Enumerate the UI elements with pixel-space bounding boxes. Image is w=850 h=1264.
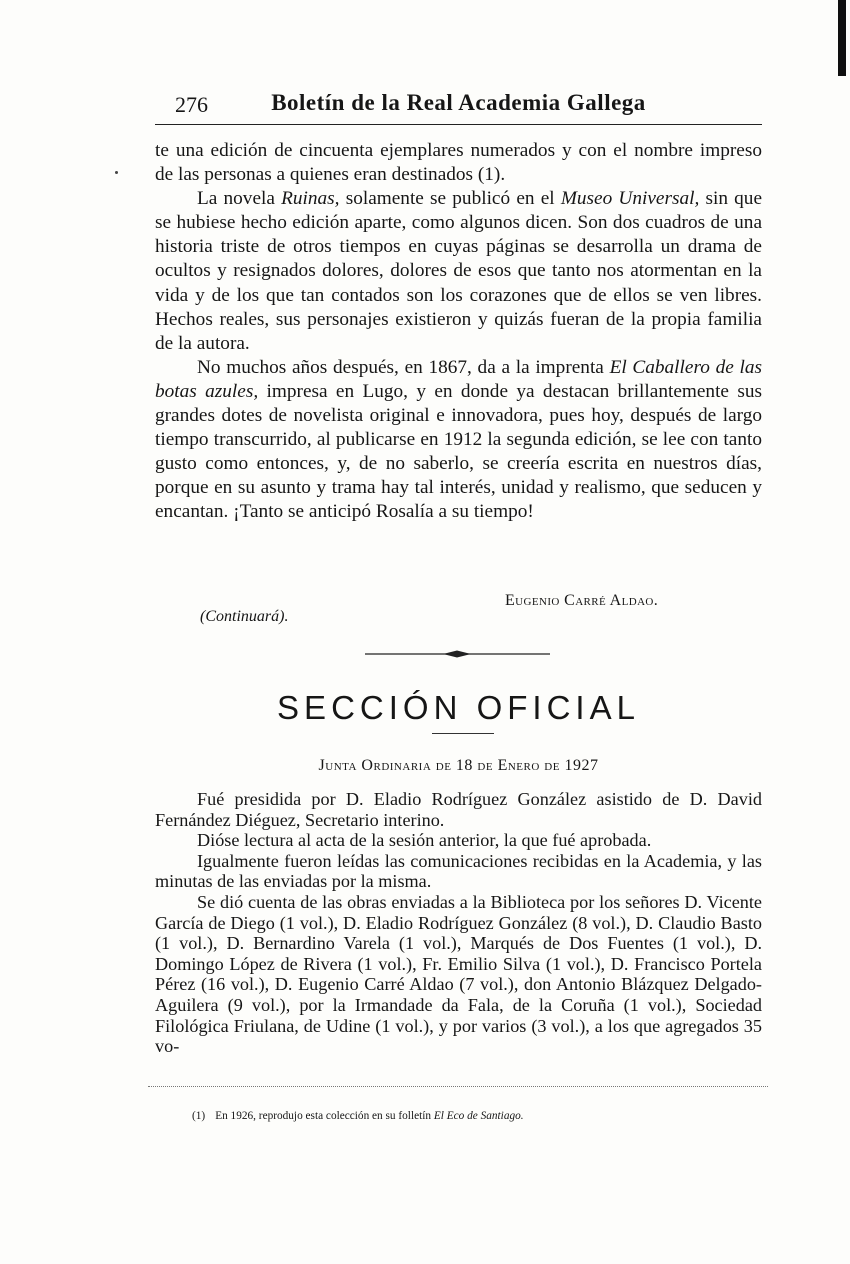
work-title-ruinas: Ruinas, xyxy=(281,188,340,210)
author-signature: Eugenio Carré Aldao. xyxy=(505,592,659,609)
work-title-caballero: El Caballero de las botas azules, xyxy=(155,356,762,402)
margin-mark xyxy=(115,171,118,174)
footnote xyxy=(192,1110,524,1122)
article-continuation xyxy=(155,139,762,525)
section-paragraph: Se dió cuenta de las obras enviadas a la Biblioteca por los señores D. Vicente García de Diego (1 vol.), D. Eladio Rodríguez González (8 vol.), D. Claudio Basto (1 vol.), D. Bernardino Varela (1 vol.), Marqués de Dos Fuentes (1 vol.), D. Domingo López de Rivera (1 vol.), Fr. Emilio Silva (1 vol.), D. Francisco Portela Pérez (16 vol.), D. Eugenio Carré Aldao (7 vol.), don Antonio Blázquez Delgado-Aguilera (9 vol.), por la Irmandade da Fala, de la Coruña (1 vol.), Sociedad Filológica Friulana, de Udine (1 vol.), y por varios (3 vol.), a los que agregados 35 vo- xyxy=(155,891,762,1057)
work-title-museo: Museo Universal, xyxy=(560,188,700,210)
paragraph-3: No muchos años después, en 1867, da a la imprenta El Caballero de las botas azules, impresa en Lugo, y en donde ya destacan brillantemente sus grandes dotes de novelista original e innovadora, pues hoy, después de largo tiempo transcurrido, al publicarse en 1912 la segunda edición, se lee con tanto gusto como entonces, y, de no saberlo, se creería escrita en nuestros días, porque en su asunto y trama hay tal interés, unidad y realismo, que seducen y encantan. ¡Tanto se anticipó Rosalía a su tiempo! xyxy=(155,356,762,523)
running-title: Boletín de la Real Academia Gallega xyxy=(271,90,646,115)
footnote-title: El Eco de Santiago. xyxy=(433,1110,524,1122)
footnote-separator xyxy=(148,1086,768,1087)
section-title-rule xyxy=(432,733,494,734)
footnote-marker: (1) xyxy=(192,1110,206,1122)
section-body xyxy=(155,789,762,1057)
meeting-heading: Junta Ordinaria de 18 de Enero de 1927 xyxy=(318,757,599,774)
paragraph-1: te una edición de cincuenta ejemplares numerados y con el nombre impreso de las personas a quienes eran destinados (1). xyxy=(155,140,762,186)
section-paragraph: Dióse lectura al acta de la sesión anterior, la que fué aprobada. xyxy=(197,830,652,851)
section-paragraph: Igualmente fueron leídas las comunicaciones recibidas en la Academia, y las minutas de las enviadas por la misma. xyxy=(155,850,762,892)
ornament-divider-icon xyxy=(365,649,550,659)
to-be-continued: (Continuará). xyxy=(200,608,289,625)
page-header xyxy=(155,90,762,125)
page-number: 276 xyxy=(175,92,208,117)
scan-edge-bar xyxy=(838,0,846,76)
paragraph-2: La novela Ruinas, solamente se publicó en el Museo Universal, sin que se hubiese hecho edición aparte, como algunos dicen. Son dos cuadros de una historia triste de otros tiempos en cuyas páginas se desarrolla un drama de ocultos y resignados dolores, dolores de esos que tanto nos atormentan en la vida y de los que tan contados son los corazones que de ellos se ven libres. Hechos reales, sus personajes existieron y quizás fueran de la propia familia de la autora. xyxy=(155,188,762,354)
footnote-text: En 1926, reprodujo esta colección en su folletín xyxy=(215,1110,434,1122)
section-paragraph: Fué presidida por D. Eladio Rodríguez González asistido de D. David Fernández Diéguez, Secretario interino. xyxy=(155,789,762,830)
section-title: SECCIÓN OFICIAL xyxy=(277,689,640,726)
